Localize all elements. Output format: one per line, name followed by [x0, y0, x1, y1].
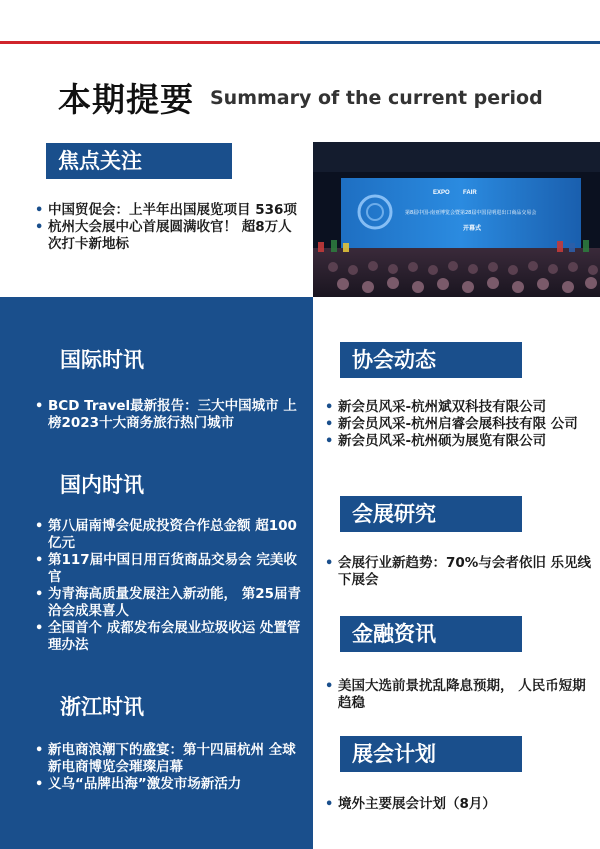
- photo-screen-line1: 第8届中国-南亚博览会暨第28届中国昆明进出口商品交易会: [405, 210, 537, 216]
- list-item[interactable]: • 第117届中国日用百货商品交易会 完美收官: [35, 552, 305, 586]
- section-finance-list: [325, 678, 593, 712]
- section-domestic-list: [35, 518, 305, 654]
- photo-logo-expo: EXPO: [433, 190, 450, 196]
- list-item[interactable]: • 会展行业新趋势：70%与会者依旧 乐见线下展会: [325, 555, 593, 589]
- list-item[interactable]: • 中国贸促会：上半年出国展览项目 536项: [35, 202, 300, 219]
- list-item[interactable]: • 为青海高质量发展注入新动能， 第25届青洽会成果喜人: [35, 586, 305, 620]
- section-focus-label: 焦点关注: [46, 143, 232, 179]
- list-item[interactable]: • 美国大选前景扰乱降息预期， 人民币短期趋稳: [325, 678, 593, 712]
- section-association-list: [325, 399, 593, 450]
- list-item[interactable]: • 新电商浪潮下的盛宴：第十四届杭州 全球新电商博览会璀璨启幕: [35, 742, 305, 776]
- list-item[interactable]: • 全国首个 成都发布会展业垃圾收运 处置管理办法: [35, 620, 305, 654]
- page-title-en: Summary of the current period: [210, 87, 543, 109]
- section-finance-label: 金融资讯: [340, 616, 522, 652]
- opening-ceremony-image: [313, 142, 600, 297]
- section-research-list: [325, 555, 593, 589]
- list-item[interactable]: • 新会员风采-杭州启睿会展科技有限 公司: [325, 416, 593, 433]
- list-item[interactable]: • 杭州大会展中心首展圆满收官！ 超8万人次打卡新地标: [35, 219, 300, 253]
- list-item[interactable]: • 义乌“品牌出海”激发市场新活力: [35, 776, 305, 793]
- list-item[interactable]: • 新会员风采-杭州斌双科技有限公司: [325, 399, 593, 416]
- list-item[interactable]: • 第八届南博会促成投资合作总金额 超100亿元: [35, 518, 305, 552]
- photo-screen-line2: 开幕式: [463, 225, 482, 232]
- event-photo: [313, 142, 600, 297]
- list-item[interactable]: • 新会员风采-杭州硕为展览有限公司: [325, 433, 593, 450]
- photo-logo-fair: FAIR: [463, 190, 477, 196]
- section-domestic-label: 国内时讯: [48, 467, 234, 503]
- section-association-label: 协会动态: [340, 342, 522, 378]
- section-intl-list: [35, 398, 305, 432]
- section-zhejiang-label: 浙江时讯: [48, 689, 234, 725]
- list-item[interactable]: • BCD Travel最新报告：三大中国城市 上榜2023十大商务旅行热门城市: [35, 398, 305, 432]
- page-title-cn: 本期提要: [58, 80, 194, 119]
- list-item[interactable]: • 境外主要展会计划（8月）: [325, 796, 593, 813]
- section-zhejiang-list: [35, 742, 305, 793]
- section-research-label: 会展研究: [340, 496, 522, 532]
- section-plan-label: 展会计划: [340, 736, 522, 772]
- section-focus-list: [35, 202, 300, 253]
- top-rule-red: [0, 41, 300, 44]
- section-intl-label: 国际时讯: [48, 342, 234, 378]
- top-rule-blue: [300, 41, 600, 44]
- section-plan-list: [325, 796, 593, 813]
